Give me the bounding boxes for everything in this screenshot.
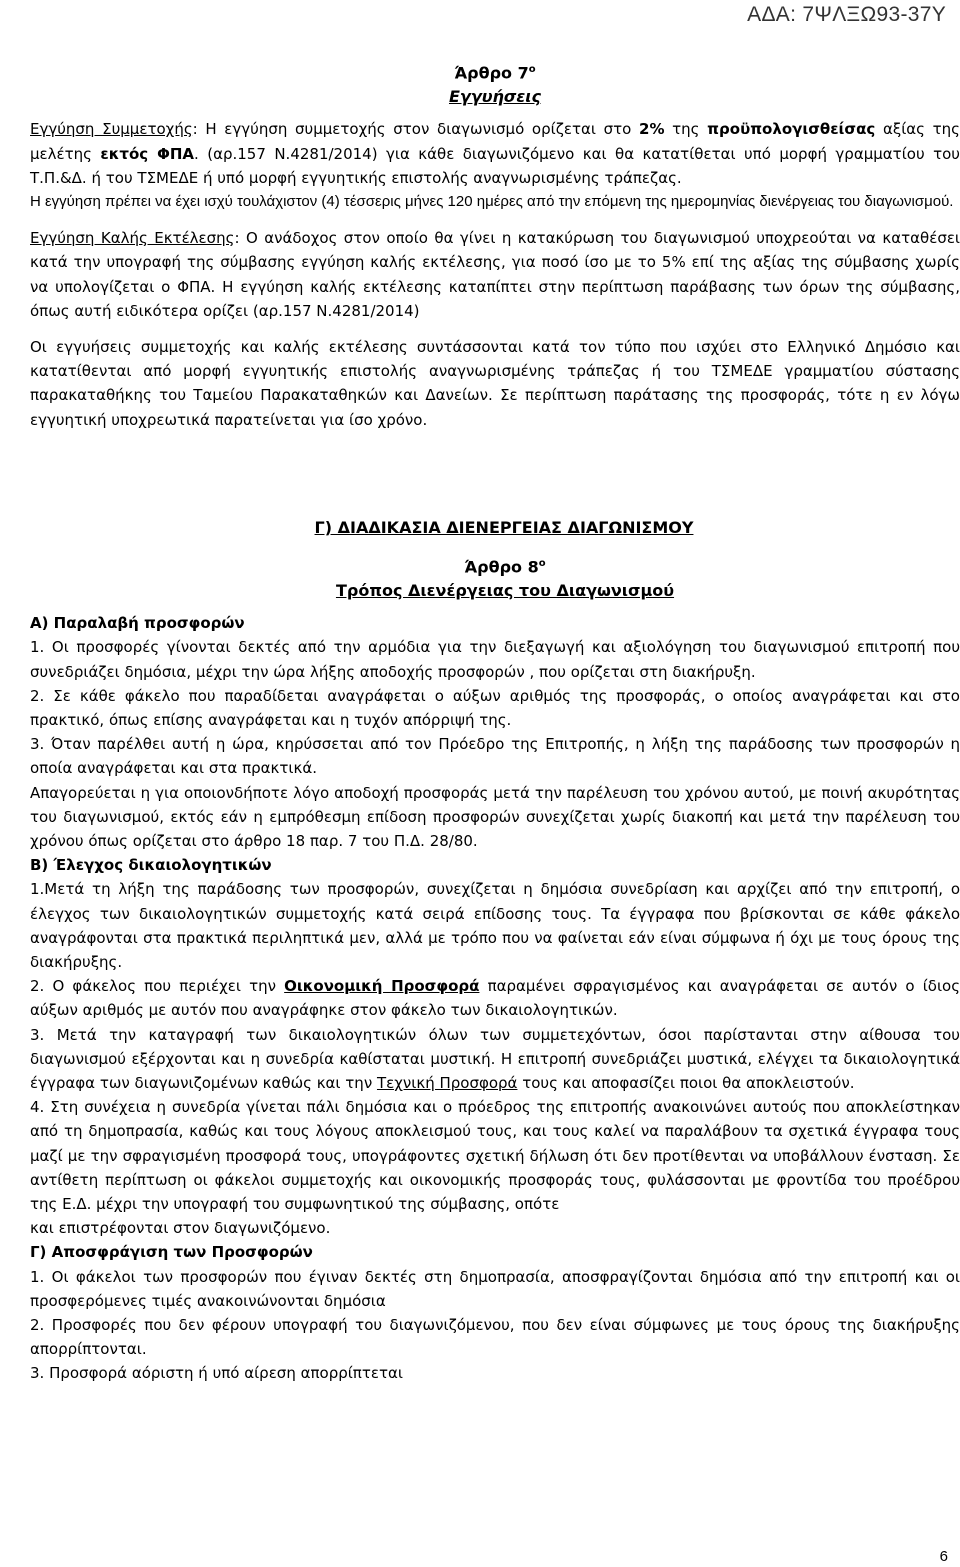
subsection-b-item-2 bbox=[30, 974, 960, 1022]
subsection-a-heading: Α) Παραλαβή προσφορών bbox=[30, 614, 245, 633]
p1-text-a: : Η εγγύηση συμμετοχής στον διαγωνισμό ορίζεται στο bbox=[192, 120, 640, 139]
subsection-b-item-1: 1.Μετά τη λήξη της παράδοσης των προσφορών, συνεχίζεται η δημόσια συνεδρίαση και αρχίζει από την επιτροπή, ο έλεγχος των δικαιολογητικών συμμετοχής κατά σειρά επίδοσης τους. Τα έγγραφα που βρίσκονται σε κάθε φάκελο αναγράφονται στα πρακτικά περιληπτικά μεν, αλλά με τρόπο που να φαίνεται εάν είναι σύμφωνα ή όχι με τους όρους της διακήρυξης. bbox=[30, 880, 960, 971]
subsection-b-item-4: 4. Στη συνέχεια η συνεδρία γίνεται πάλι δημόσια και ο πρόεδρος της επιτροπής ανακοινώνει αυτούς που αποκλείστηκαν από τη δημοπρασία, καθώς και τους λόγους αποκλεισμού τους, και τους καλεί να παραλάβουν τα σχετικά έγγραφα τους μαζί με την σφραγισμένη προσφορά τους, υπογράφοντες σχετική δήλωση ότι δεν προτίθενται να υποβάλλουν ένσταση. Σε αντίθετη περίπτωση οι φάκελοι συμμετοχής και οικονομικής προσφοράς τους, φυλάσσονται με φροντίδα του προέδρου της Ε.Δ. μέχρι την υπογραφή του συμφωνητικού της σύμβασης, οπότε bbox=[30, 1098, 960, 1213]
ada-code: ΑΔΑ: 7ΨΛΞΩ93-37Υ bbox=[747, 3, 946, 26]
p1-vat: εκτός ΦΠΑ bbox=[100, 144, 195, 163]
b2-text-a: 2. Ο φάκελος που περιέχει την bbox=[30, 977, 285, 996]
article8-degree: ο bbox=[538, 557, 546, 569]
p1-text-b: της bbox=[664, 120, 708, 139]
p1-budget: προϋπολογισθείσας bbox=[707, 120, 876, 139]
article8-title: Τρόπος Διενέργειας του Διαγωνισμού bbox=[335, 581, 675, 601]
article7-degree: ο bbox=[528, 64, 536, 75]
article8-number-text: Άρθρο 8 bbox=[464, 557, 539, 577]
subsection-a-item-4: Απαγορεύεται η για οποιονδήποτε λόγο αποδοχή προσφοράς μετά την παρέλευση του χρόνου αυτού, με ποινή ακυρότητας του διαγωνισμού, εκτός εάν η εμπρόθεσμη επίδοση προσφορών συνεχίζεται χωρίς διακοπή και μετά την παρέλευση του χρόνου όπως ορίζεται στο άρθρο 18 παρ. 7 του Π.Δ. 28/80. bbox=[30, 783, 960, 850]
subsection-b-item-4-end: και επιστρέφονται στον διαγωνιζόμενο. bbox=[30, 1219, 331, 1238]
subsection-c-item-1: 1. Οι φάκελοι των προσφορών που έγιναν δεκτές στη δημοπρασία, αποσφραγίζονται δημόσια από την επιτροπή και οι προσφερόμενες τιμές ανακοινώνονται δημόσια bbox=[30, 1267, 960, 1310]
b2-text-b: παραμένει σφραγισμένος και αναγράφεται σε αυτόν ο ίδιος αύξων αριθμός με αυτόν που αναγράφηκε στον φάκελο των δικαιολογητικών. bbox=[30, 977, 960, 1020]
subsection-a-item-2: 2. Σε κάθε φάκελο που παραδίδεται αναγράφεται ο αύξων αριθμός της προσφοράς, ο οποίος αναγράφεται και στο πρακτικό, όπως επίσης αναγράφεται και η τυχόν απόρριψή της. bbox=[30, 686, 960, 729]
article7-paragraph-2: Η εγγύηση πρέπει να έχει ισχύ τουλάχιστον (4) τέσσερις μήνες 120 ημέρες από την επόμενη της ημερομηνίας διενέργειας του διαγωνισμού. bbox=[30, 192, 954, 210]
b3-text-b: τους και αποφασίζει ποιοι θα αποκλειστούν. bbox=[517, 1073, 855, 1092]
article7-title: Εγγυήσεις bbox=[448, 87, 541, 107]
subsection-c-heading: Γ) Αποσφράγιση των Προσφορών bbox=[30, 1243, 313, 1262]
page-number: 6 bbox=[939, 1548, 948, 1565]
technical-offer-label: Τεχνική Προσφορά bbox=[376, 1073, 518, 1092]
financial-offer-label: Οικονομική Προσφορά bbox=[284, 977, 480, 996]
document-page bbox=[30, 58, 960, 1386]
p1-text-d: . (αρ.157 Ν.4281/2014) για κάθε διαγωνιζόμενο και θα κατατίθεται υπό μορφή γραμματίου του Τ.Π.&Δ. ή του ΤΣΜΕΔΕ ή υπό μορφή εγγυητικής επιστολής αναγνωρισμένης τράπεζας. bbox=[30, 144, 960, 187]
p1-text-c: αξίας της μελέτης bbox=[30, 120, 960, 163]
subsection-c-item-3: 3. Προσφορά αόριστη ή υπό αίρεση απορρίπτεται bbox=[30, 1364, 403, 1383]
performance-guarantee-label: Εγγύηση Καλής Εκτέλεσης bbox=[30, 229, 235, 248]
b3-text-a: 3. Μετά την καταγραφή των δικαιολογητικών όλων των συμμετεχόντων, όσοι παρίστανται στην αίθουσα του διαγωνισμού εξέρχονται και η συνεδρία καθίσταται μυστική. Η επιτροπή συνεδριάζει μυστικά, ελέγχει τα δικαιολογητικά έγγραφα των διαγωνιζομένων καθώς και την bbox=[30, 1025, 960, 1092]
subsection-a-item-1: 1. Οι προσφορές γίνονται δεκτές από την αρμόδια για την διεξαγωγή και αξιολόγηση του διαγωνισμού επιτροπή που συνεδριάζει δημόσια, μέχρι την ώρα λήξης αποδοχής προσφορών , που ορίζεται στη διακήρυξη. bbox=[30, 638, 960, 681]
p3-text: : Ο ανάδοχος στον οποίο θα γίνει η κατακύρωση του διαγωνισμού υποχρεούται να καταθέσει κατά την υπογραφή της σύμβασης εγγύηση καλής εκτέλεσης, για ποσό ίσο με το 5% επί της αξίας της σύμβασης χωρίς να υπολογίζεται ο ΦΠΑ. Η εγγύηση καλής εκτέλεσης καταπίπτει στην περίπτωση παράβασης των όρων της σύμβασης, όπως αυτή ειδικότερα ορίζει (αρ.157 Ν.4281/2014) bbox=[30, 229, 960, 320]
subsection-b-item-3 bbox=[30, 1023, 960, 1096]
article7-paragraph-3 bbox=[30, 226, 960, 323]
section-g-title: Γ) ΔΙΑΔΙΚΑΣΙΑ ΔΙΕΝΕΡΓΕΙΑΣ ΔΙΑΓΩΝΙΣΜΟΥ bbox=[314, 517, 694, 537]
article7-paragraph-4: Οι εγγυήσεις συμμετοχής και καλής εκτέλεσης συντάσσονται κατά τον τύπο που ισχύει στο Ελληνικό Δημόσιο και κατατίθενται από μορφή εγγυητικής επιστολής αναγνωρισμένης τράπεζας ή του ΤΣΜΕΔΕ γραμματίου σύστασης παρακαταθήκης του Ταμείου Παρακαταθηκών και Δανείων. Σε περίπτωση παράτασης της προσφοράς, τότε η εν λόγω εγγυητική υποχρεωτικά παρατείνεται για ίσο χρόνο. bbox=[30, 337, 960, 429]
article7-paragraph-1 bbox=[30, 117, 960, 190]
subsection-a-item-3: 3. Όταν παρέλθει αυτή η ώρα, κηρύσσεται από τον Πρόεδρο της Επιτροπής, η λήξη της παράδοσης των προσφορών η οποία αναγράφεται και στα πρακτικά. bbox=[30, 735, 960, 778]
subsection-b-heading: Β) Έλεγχος δικαιολογητικών bbox=[30, 856, 272, 875]
article7-number bbox=[30, 58, 960, 85]
p1-percent: 2% bbox=[639, 120, 665, 139]
article7-number-text: Άρθρο 7 bbox=[454, 63, 529, 83]
subsection-c-item-2: 2. Προσφορές που δεν φέρουν υπογραφή του διαγωνιζόμενου, που δεν είναι σύμφωνες με τους όρους της διακήρυξης απορρίπτονται. bbox=[30, 1315, 960, 1359]
participation-guarantee-label: Εγγύηση Συμμετοχής bbox=[30, 120, 193, 139]
article8-number bbox=[30, 552, 960, 579]
